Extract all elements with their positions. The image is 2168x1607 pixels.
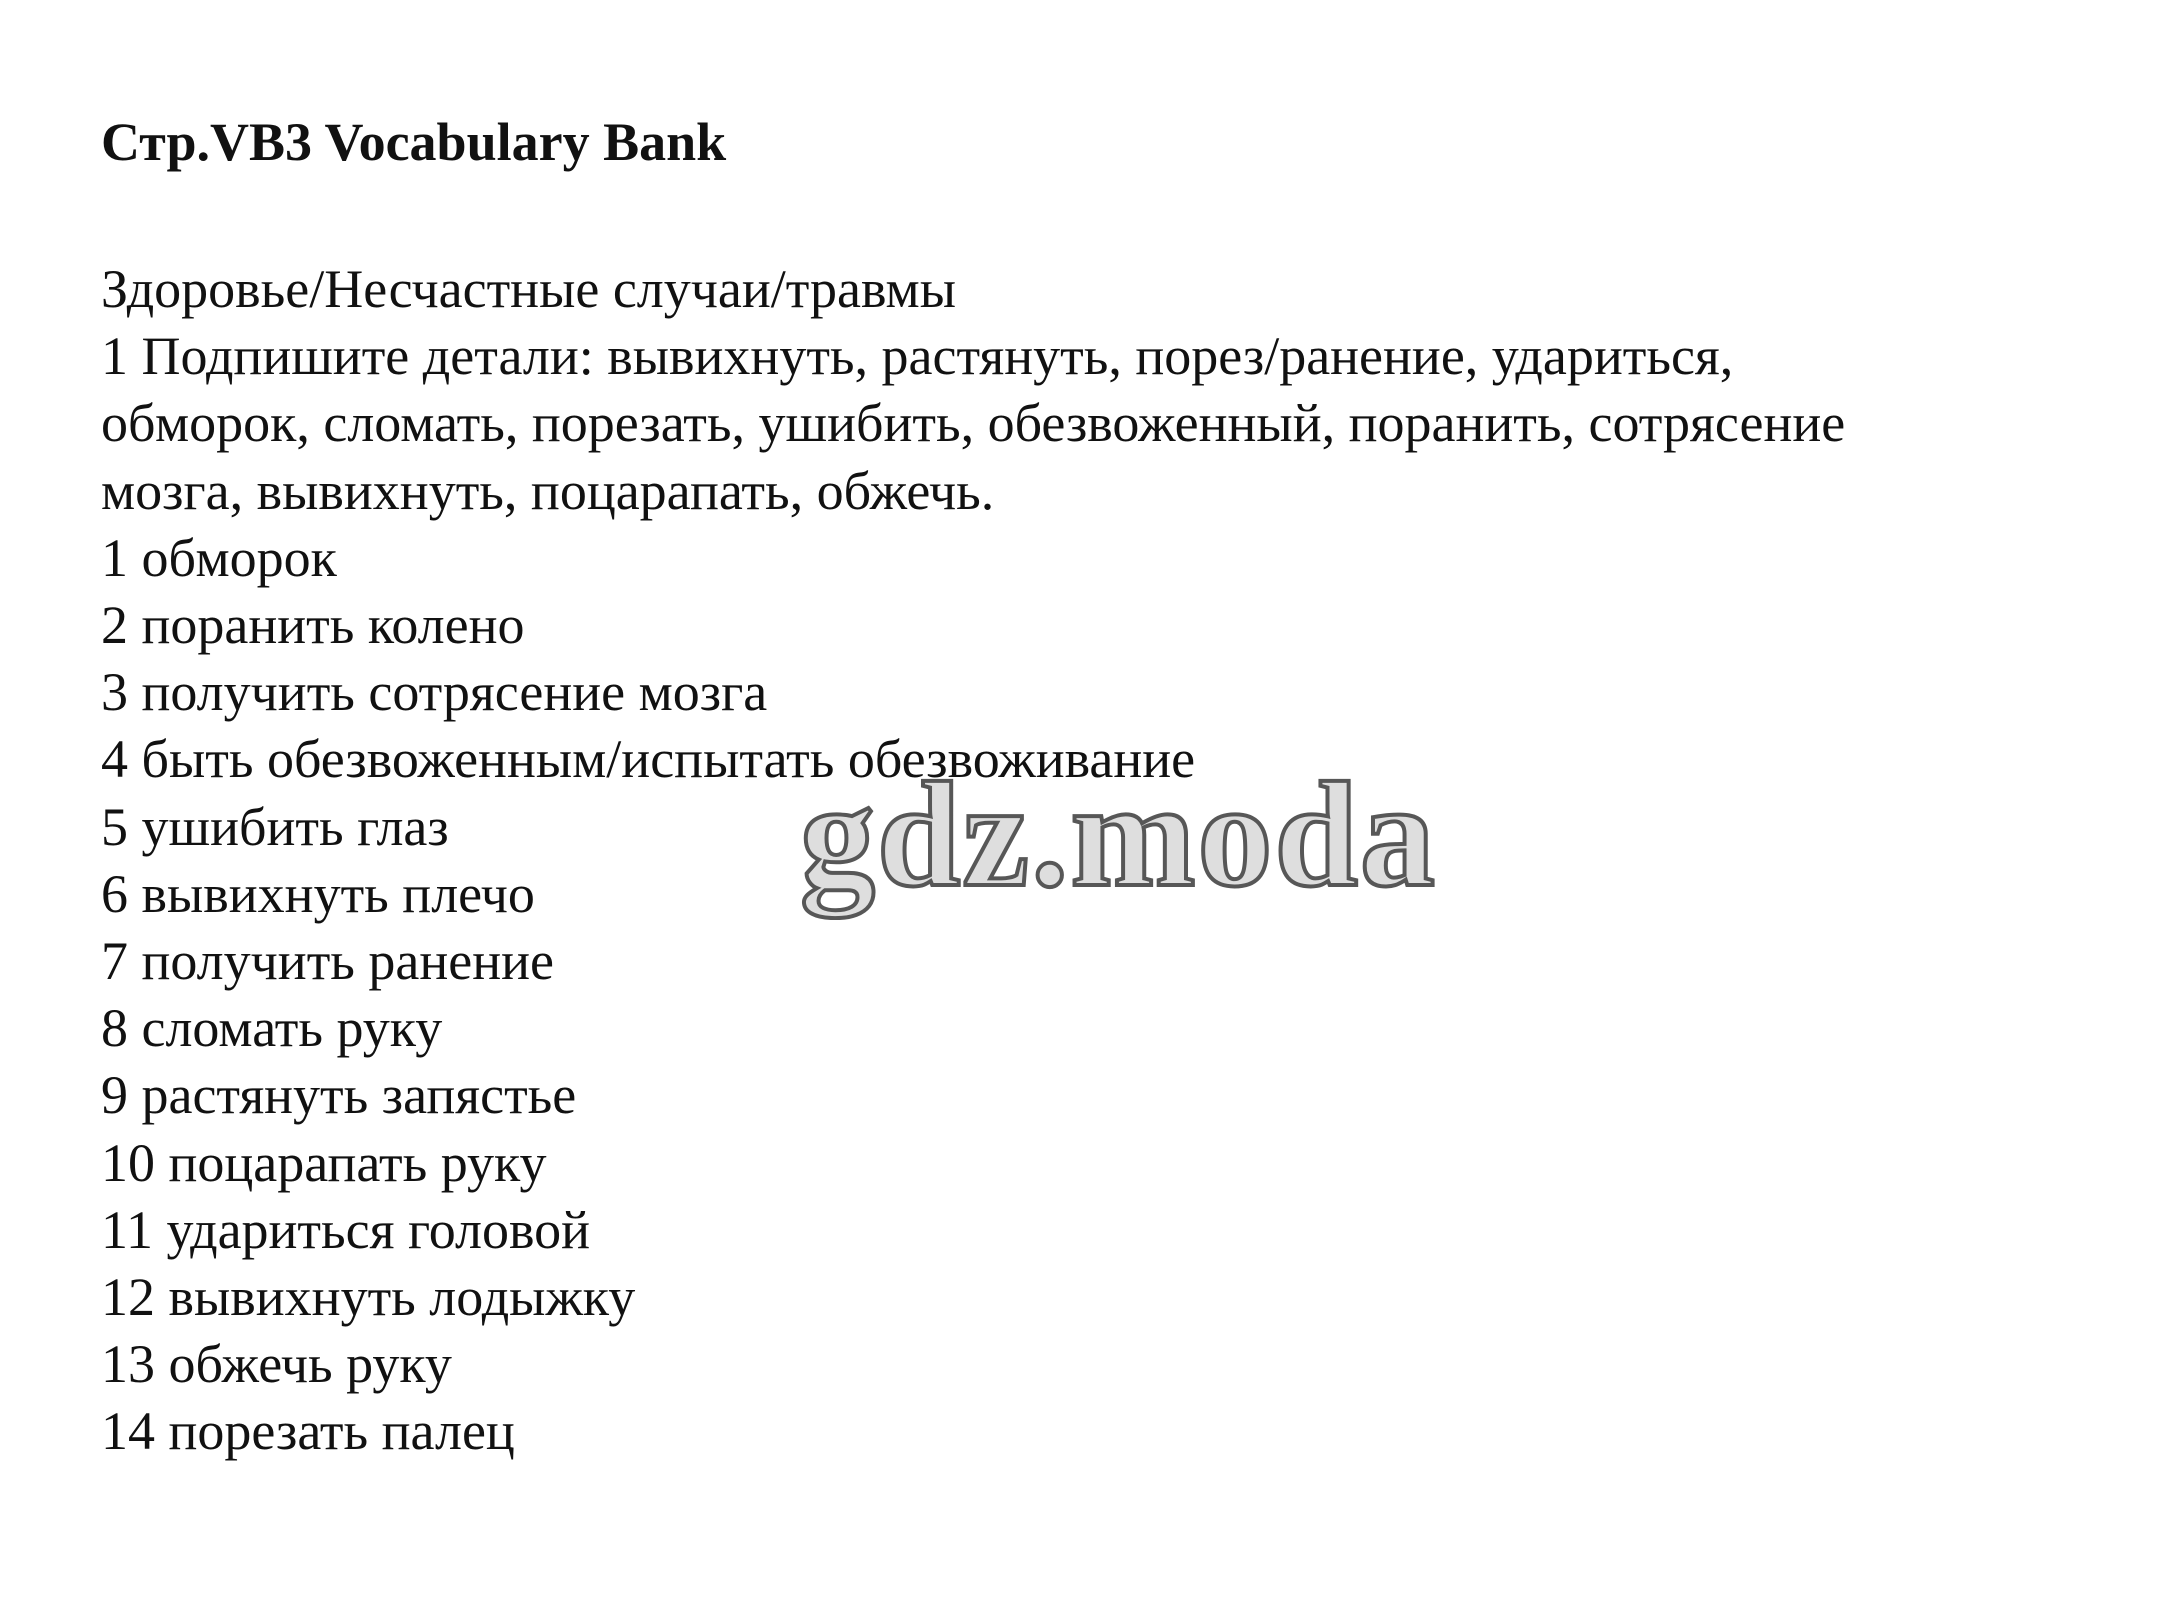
answer-line: 10 поцарапать руку — [101, 1132, 547, 1193]
section-heading: Здоровье/Несчастные случаи/травмы — [101, 259, 957, 319]
answer-line: 13 обжечь руку — [101, 1334, 452, 1395]
answer-line: 4 быть обезвоженным/испытать обезвоживание — [101, 729, 1196, 790]
page-title: Стр.VB3 Vocabulary Bank — [101, 112, 727, 172]
watermark: gdz.moda — [800, 752, 1437, 918]
task-line: обморок, сломать, порезать, ушибить, обезвоженный, поранить, сотрясение — [101, 393, 1846, 454]
answer-line: 9 растянуть запястье — [101, 1065, 577, 1126]
answer-line: 14 порезать палец — [101, 1401, 515, 1462]
answer-line: 2 поранить колено — [101, 595, 525, 656]
answer-line: 12 вывихнуть лодыжку — [101, 1267, 636, 1328]
task-line: 1 Подпишите детали: вывихнуть, растянуть, порез/ранение, удариться, — [101, 326, 1734, 387]
answer-line: 3 получить сотрясение мозга — [101, 662, 768, 723]
answer-line: 11 удариться головой — [101, 1199, 591, 1260]
task-line: мозга, вывихнуть, поцарапать, обжечь. — [101, 460, 995, 521]
answer-line: 6 вывихнуть плечо — [101, 863, 535, 924]
answer-line: 5 ушибить глаз — [101, 796, 449, 857]
answer-line: 7 получить ранение — [101, 931, 555, 992]
answer-line: 1 обморок — [101, 527, 337, 588]
answer-line: 8 сломать руку — [101, 998, 443, 1059]
